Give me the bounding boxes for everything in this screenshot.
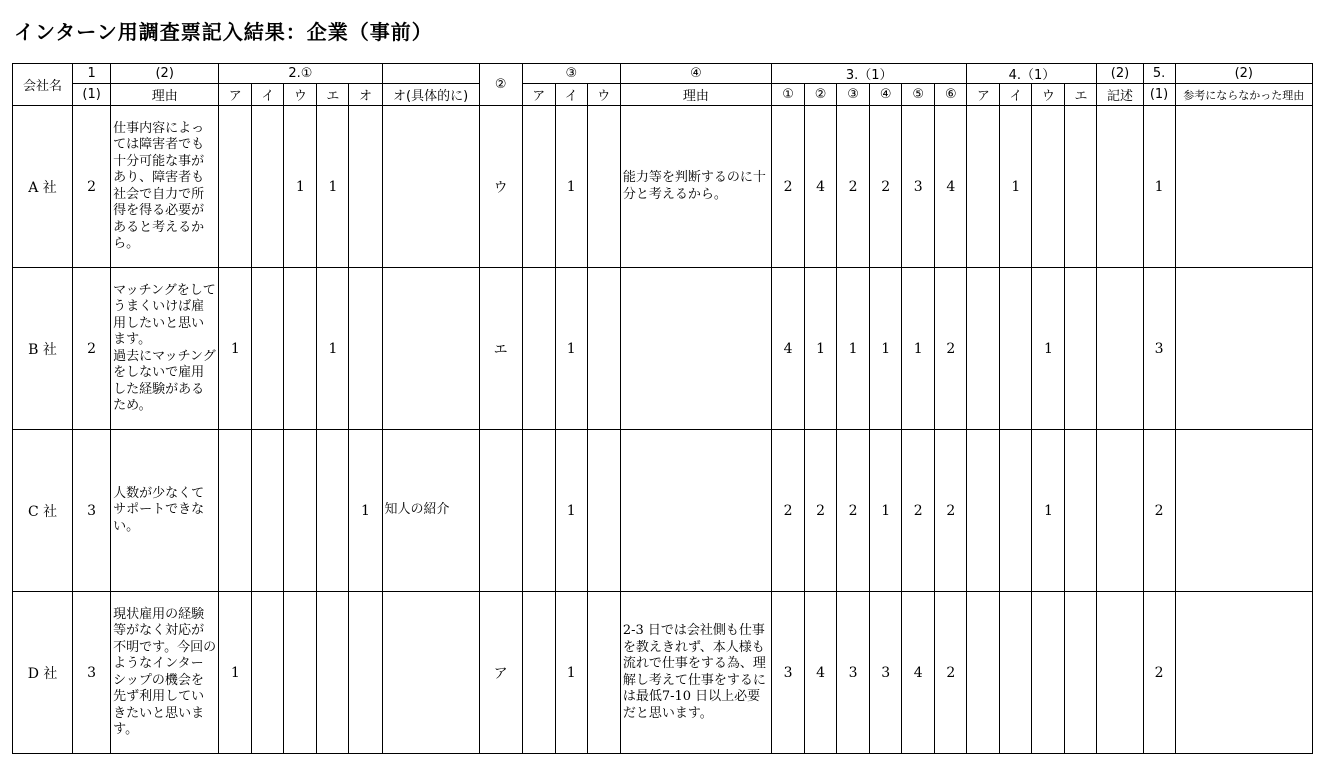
header-q5-1: (1)	[1143, 84, 1175, 106]
q41-e	[1065, 106, 1097, 268]
q4-reason: 能力等を判断するのに十分と考えるから。	[620, 106, 771, 268]
q2b-value: ウ	[479, 106, 522, 268]
q31-6: 2	[935, 268, 967, 430]
header-row-1	[13, 64, 1313, 84]
header-q2-e: エ	[317, 84, 349, 106]
header-c1: ①	[772, 84, 805, 106]
header-not-ref-reason: 参考にならなかった理由	[1175, 84, 1312, 106]
q31-2: 2	[805, 430, 837, 592]
header-q41-u: ウ	[1032, 84, 1065, 106]
q31-1: 2	[772, 106, 805, 268]
q2-e: 1	[317, 268, 349, 430]
q51-value: 2	[1143, 430, 1175, 592]
q2-detail	[382, 592, 479, 754]
q41-a	[967, 592, 1000, 754]
q31-6: 2	[935, 430, 967, 592]
q2-a: 1	[219, 592, 252, 754]
q41-a	[967, 106, 1000, 268]
q41-a	[967, 268, 1000, 430]
q52-reason	[1175, 430, 1312, 592]
header-q4: ④	[620, 64, 771, 84]
q31-5: 4	[902, 592, 935, 754]
q2-detail	[382, 268, 479, 430]
table-row	[13, 106, 1313, 268]
header-q1-2: (2)	[111, 64, 219, 84]
header-q2-i: イ	[252, 84, 284, 106]
q2-u	[284, 430, 317, 592]
header-q3: ③	[522, 64, 620, 84]
page-title: インターン用調査票記入結果：企業（事前）	[14, 20, 433, 44]
header-q41-a: ア	[967, 84, 1000, 106]
q2-u: 1	[284, 106, 317, 268]
q31-1: 3	[772, 592, 805, 754]
q2-u	[284, 268, 317, 430]
q2-i	[252, 106, 284, 268]
q2-e: 1	[317, 106, 349, 268]
q2-o	[349, 592, 382, 754]
header-c4: ④	[870, 84, 902, 106]
q3-i: 1	[555, 106, 587, 268]
q3-i: 1	[555, 268, 587, 430]
q1-value: 2	[73, 268, 111, 430]
q2b-value: ア	[479, 592, 522, 754]
q41-i	[1000, 592, 1032, 754]
q42-kijutsu	[1097, 268, 1143, 430]
q41-e	[1065, 268, 1097, 430]
q51-value: 2	[1143, 592, 1175, 754]
header-kijutsu: 記述	[1097, 84, 1143, 106]
q31-5: 2	[902, 430, 935, 592]
q41-i	[1000, 268, 1032, 430]
header-reason: 理由	[111, 84, 219, 106]
table-row	[13, 430, 1313, 592]
survey-results-table	[12, 63, 1313, 754]
q31-3: 3	[837, 592, 870, 754]
q2-e	[317, 430, 349, 592]
q31-4: 3	[870, 592, 902, 754]
header-q2-detail-top	[382, 64, 479, 84]
q1-reason: 人数が少なくてサポートできない。	[111, 430, 219, 592]
q31-5: 1	[902, 268, 935, 430]
q3-i: 1	[555, 592, 587, 754]
q31-4: 1	[870, 268, 902, 430]
header-c5: ⑤	[902, 84, 935, 106]
q2-o: 1	[349, 430, 382, 592]
q1-value: 3	[73, 592, 111, 754]
q2b-value: エ	[479, 268, 522, 430]
q2-i	[252, 430, 284, 592]
q31-6: 4	[935, 106, 967, 268]
q42-kijutsu	[1097, 592, 1143, 754]
header-q2-o-detail: オ(具体的に)	[382, 84, 479, 106]
q51-value: 1	[1143, 106, 1175, 268]
table-row	[13, 268, 1313, 430]
q3-i: 1	[555, 430, 587, 592]
q1-reason: 現状雇用の経験等がなく対応が不明です。今回のようなインターシップの機会を先ず利用していきたいと思います。	[111, 592, 219, 754]
q2-detail	[382, 106, 479, 268]
q41-e	[1065, 430, 1097, 592]
header-q4-2: (2)	[1097, 64, 1143, 84]
q2-detail: 知人の紹介	[382, 430, 479, 592]
header-company: 会社名	[13, 64, 73, 106]
q52-reason	[1175, 268, 1312, 430]
q3-a	[522, 268, 555, 430]
q2-i	[252, 592, 284, 754]
q2-o	[349, 106, 382, 268]
table-row	[13, 592, 1313, 754]
header-q41-i: イ	[1000, 84, 1032, 106]
q2-e	[317, 592, 349, 754]
q31-1: 4	[772, 268, 805, 430]
q41-u	[1032, 592, 1065, 754]
q31-6: 2	[935, 592, 967, 754]
q4-reason	[620, 430, 771, 592]
company-name: B 社	[13, 268, 73, 430]
q41-u: 1	[1032, 430, 1065, 592]
q52-reason	[1175, 106, 1312, 268]
q1-value: 3	[73, 430, 111, 592]
header-q41-e: エ	[1065, 84, 1097, 106]
q31-1: 2	[772, 430, 805, 592]
q51-value: 3	[1143, 268, 1175, 430]
q31-2: 4	[805, 106, 837, 268]
header-row-2	[13, 84, 1313, 106]
header-c2: ②	[805, 84, 837, 106]
q31-3: 1	[837, 268, 870, 430]
q1-reason: マッチングをしてうまくいけば雇用したいと思います。 過去にマッチングをしないで雇用した経験があるため。	[111, 268, 219, 430]
q41-e	[1065, 592, 1097, 754]
header-q3-i: イ	[555, 84, 587, 106]
header-c6: ⑥	[935, 84, 967, 106]
header-q3-1: 3.（1）	[772, 64, 967, 84]
header-q2-u: ウ	[284, 84, 317, 106]
q4-reason	[620, 268, 771, 430]
q41-a	[967, 430, 1000, 592]
q31-3: 2	[837, 430, 870, 592]
header-q4-reason: 理由	[620, 84, 771, 106]
header-q3-a: ア	[522, 84, 555, 106]
header-q3-u: ウ	[587, 84, 620, 106]
q2-i	[252, 268, 284, 430]
header-c3: ③	[837, 84, 870, 106]
header-q2b: ②	[479, 64, 522, 106]
q41-i: 1	[1000, 106, 1032, 268]
q2-u	[284, 592, 317, 754]
q31-2: 4	[805, 592, 837, 754]
q2-a: 1	[219, 268, 252, 430]
header-q2: 2.①	[219, 64, 382, 84]
header-q2-o: オ	[349, 84, 382, 106]
q2-a	[219, 106, 252, 268]
q41-u: 1	[1032, 268, 1065, 430]
q3-a	[522, 430, 555, 592]
q42-kijutsu	[1097, 106, 1143, 268]
q2-a	[219, 430, 252, 592]
q3-a	[522, 106, 555, 268]
q52-reason	[1175, 592, 1312, 754]
q3-u	[587, 430, 620, 592]
company-name: D 社	[13, 592, 73, 754]
q2-o	[349, 268, 382, 430]
header-q5-2: (2)	[1175, 64, 1312, 84]
q3-u	[587, 106, 620, 268]
q1-reason: 仕事内容によっては障害者でも十分可能な事があり、障害者も社会で自力で所得を得る必要があると考えるから。	[111, 106, 219, 268]
q41-u	[1032, 106, 1065, 268]
q31-4: 1	[870, 430, 902, 592]
company-name: A 社	[13, 106, 73, 268]
q4-reason: 2-3 日では会社側も仕事を教えきれず、本人様も流れで仕事をする為、理解し考えて仕事をするには最低7-10 日以上必要だと思います。	[620, 592, 771, 754]
q3-a	[522, 592, 555, 754]
q31-3: 2	[837, 106, 870, 268]
q2b-value	[479, 430, 522, 592]
header-q2-a: ア	[219, 84, 252, 106]
q3-u	[587, 592, 620, 754]
header-q4-1: 4.（1）	[967, 64, 1097, 84]
q1-value: 2	[73, 106, 111, 268]
q3-u	[587, 268, 620, 430]
q42-kijutsu	[1097, 430, 1143, 592]
header-q5: 5.	[1143, 64, 1175, 84]
q31-5: 3	[902, 106, 935, 268]
q31-4: 2	[870, 106, 902, 268]
header-q1: 1	[73, 64, 111, 84]
company-name: C 社	[13, 430, 73, 592]
q31-2: 1	[805, 268, 837, 430]
q41-i	[1000, 430, 1032, 592]
header-q1-1: (1)	[73, 84, 111, 106]
